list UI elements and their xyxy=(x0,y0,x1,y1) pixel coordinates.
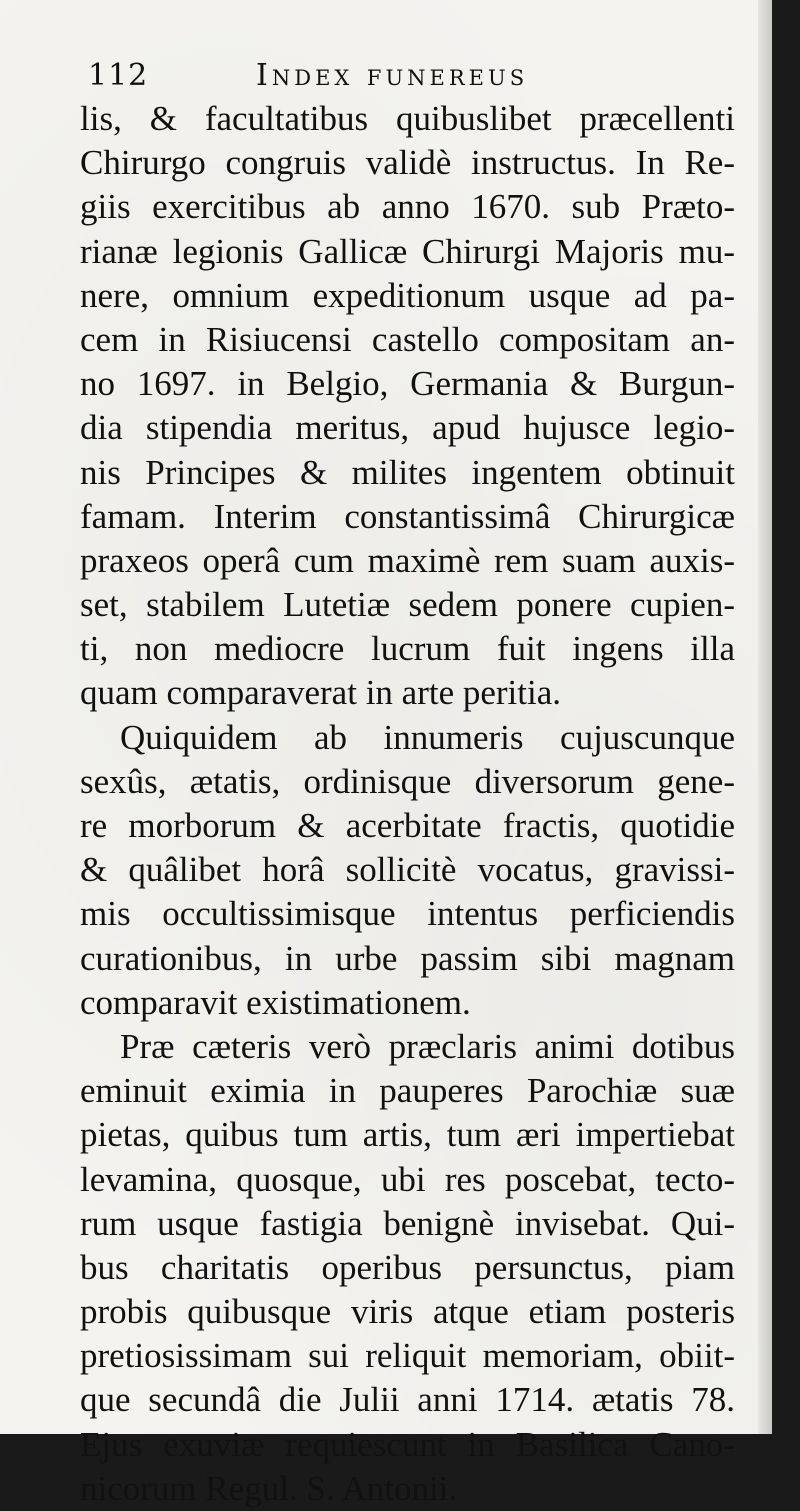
text-line: lis, & facultatibus quibuslibet præcellenti xyxy=(80,99,735,138)
paragraph-end-line: nicorum Regul. S. Antonii. xyxy=(80,1468,458,1508)
text-line: set, stabilem Lutetiæ sedem ponere cupien- xyxy=(80,585,735,625)
running-head: Index funereus xyxy=(256,58,529,93)
text-line: nis Principes & milites ingentem obtinuit xyxy=(80,452,735,492)
text-line: ti, non mediocre lucrum fuit ingens illa xyxy=(80,629,735,669)
page-edge-shadow xyxy=(758,0,772,1434)
text-line: cem in Risiucensi castello compositam an- xyxy=(80,319,735,359)
text-line: eminuit eximia in pauperes Parochiæ suæ xyxy=(80,1071,735,1111)
text-line: que secundâ die Julii anni 1714. ætatis 78. xyxy=(80,1380,735,1420)
text-line: no 1697. in Belgio, Germania & Burgun- xyxy=(80,364,735,404)
text-line: dia stipendia meritus, apud hujusce legio- xyxy=(80,408,735,448)
text-line: pietas, quibus tum artis, tum æri impertiebat xyxy=(80,1115,735,1155)
body-text xyxy=(80,97,735,1511)
text-line: re morborum & acerbitate fractis, quotidie xyxy=(80,806,735,845)
text-line: levamina, quosque, ubi res poscebat, tecto- xyxy=(80,1159,735,1199)
paragraph-end-line: comparavit existimationem. xyxy=(80,982,471,1022)
text-line: rianæ legionis Gallicæ Chirurgi Majoris mu- xyxy=(80,231,735,271)
page-number: 112 xyxy=(88,58,149,93)
text-line: pretiosissimam sui reliquit memoriam, obiit- xyxy=(80,1336,735,1376)
paragraph-end-line: quam comparaverat in arte peritia. xyxy=(80,673,562,713)
text-line: & quâlibet horâ sollicitè vocatus, gravissi- xyxy=(80,850,735,890)
text-line: curationibus, in urbe passim sibi magnam xyxy=(80,938,735,978)
text-line: probis quibusque viris atque etiam posteris xyxy=(80,1292,735,1332)
text-line: famam. Interim constantissimâ Chirurgicæ xyxy=(80,496,735,536)
page-header xyxy=(88,56,728,100)
text-line: rum usque fastigia benignè invisebat. Qui- xyxy=(80,1203,735,1243)
text-line: Ejus exuviæ requiescunt in Basilica Cano- xyxy=(80,1424,735,1464)
paragraph-start-line: Præ cæteris verò præclaris animi dotibus xyxy=(120,1026,735,1066)
text-line: giis exercitibus ab anno 1670. sub Præto- xyxy=(80,187,735,227)
text-line: bus charitatis operibus persunctus, piam xyxy=(80,1247,735,1287)
text-line: sexûs, ætatis, ordinisque diversorum gene- xyxy=(80,761,735,801)
text-line: praxeos operâ cum maximè rem suam auxis- xyxy=(80,540,735,580)
text-line: nere, omnium expeditionum usque ad pa- xyxy=(80,275,735,315)
text-line: Chirurgo congruis validè instructus. In Re- xyxy=(80,143,735,183)
text-line: mis occultissimisque intentus perficiendis xyxy=(80,894,735,934)
paragraph-start-line: Quiquidem ab innumeris cujuscunque xyxy=(120,717,735,757)
